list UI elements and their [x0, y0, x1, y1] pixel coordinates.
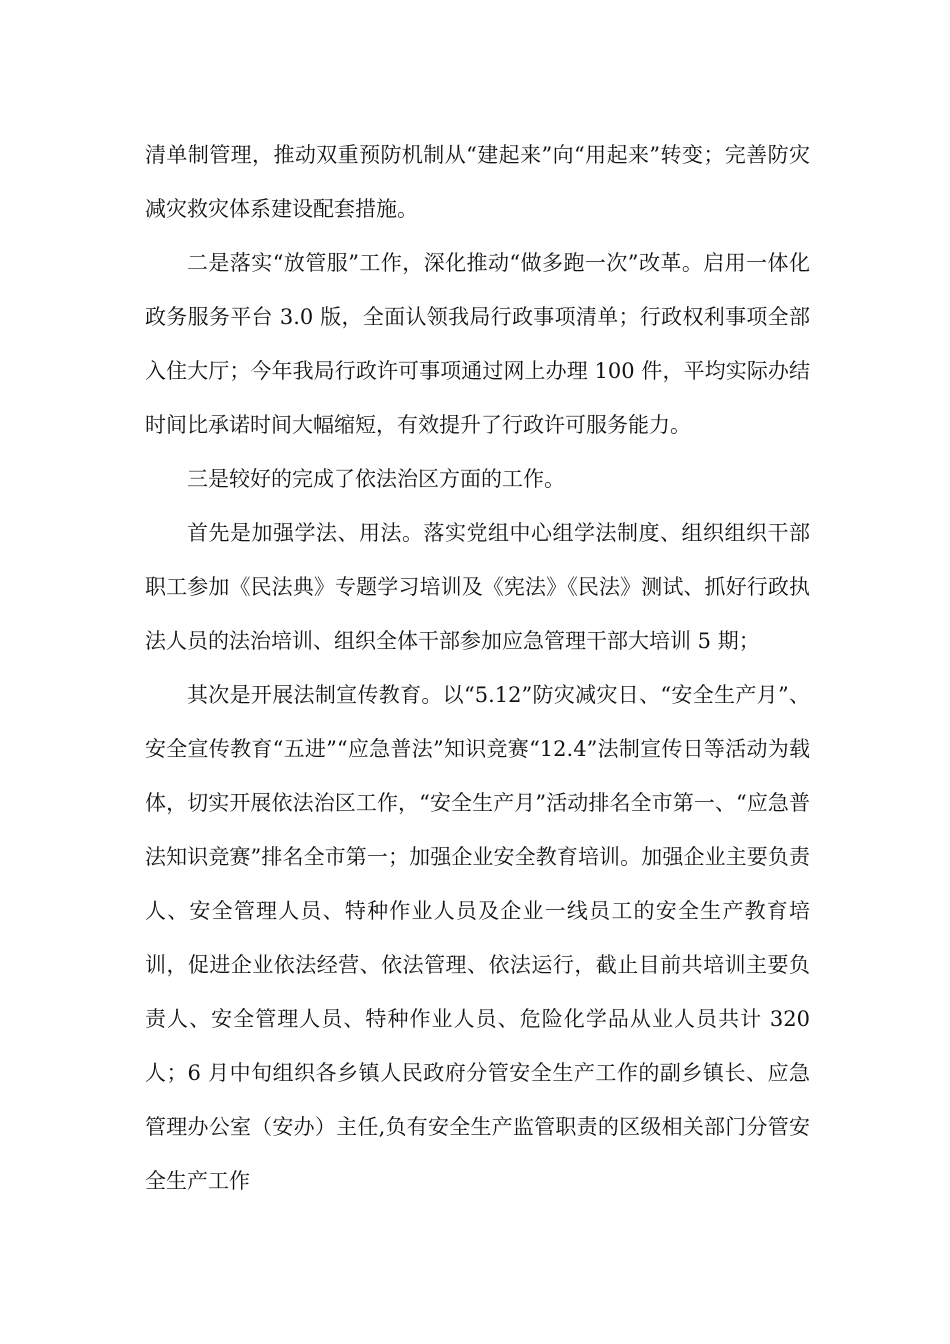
paragraph-law-study: 首先是加强学法、用法。落实党组中心组学法制度、组织组织干部职工参加《民法典》专题学习培训及《宪法》《民法》测试、抓好行政执法人员的法治培训、组织全体干部参加应急管理干部大培训 5 期； — [145, 521, 810, 653]
document-body — [145, 128, 810, 1208]
paragraph-rule-of-law-summary: 三是较好的完成了依法治区方面的工作。 — [187, 467, 565, 491]
paragraph-fangguanfu-reform: 二是落实“放管服”工作，深化推动“做多跑一次”改革。启用一体化政务服务平台 3.0 版，全面认领我局行政事项清单；行政权利事项全部入住大厅；今年我局行政许可事项通过网上办理 100 件，平均实际办结时间比承诺时间大幅缩短，有效提升了行政许可服务能力。 — [145, 251, 810, 437]
paragraph-continuation: 清单制管理，推动双重预防机制从“建起来”向“用起来”转变；完善防灾减灾救灾体系建设配套措施。 — [145, 143, 810, 221]
paragraph-legal-publicity: 其次是开展法制宣传教育。以“5.12”防灾减灾日、“安全生产月”、安全宣传教育“五进”“应急普法”知识竞赛“12.4”法制宣传日等活动为载体，切实开展依法治区工作，“安全生产月”活动排名全市第一、“应急普法知识竞赛”排名全市第一；加强企业安全教育培训。加强企业主要负责人、安全管理人员、特种作业人员及企业一线员工的安全生产教育培训，促进企业依法经营、依法管理、依法运行，截止目前共培训主要负责人、安全管理人员、特种作业人员、危险化学品从业人员共计 320 人；6 月中旬组织各乡镇人民政府分管安全生产工作的副乡镇长、应急管理办公室（安办）主任,负有安全生产监管职责的区级相关部门分管安全生产工作 — [145, 683, 810, 1193]
